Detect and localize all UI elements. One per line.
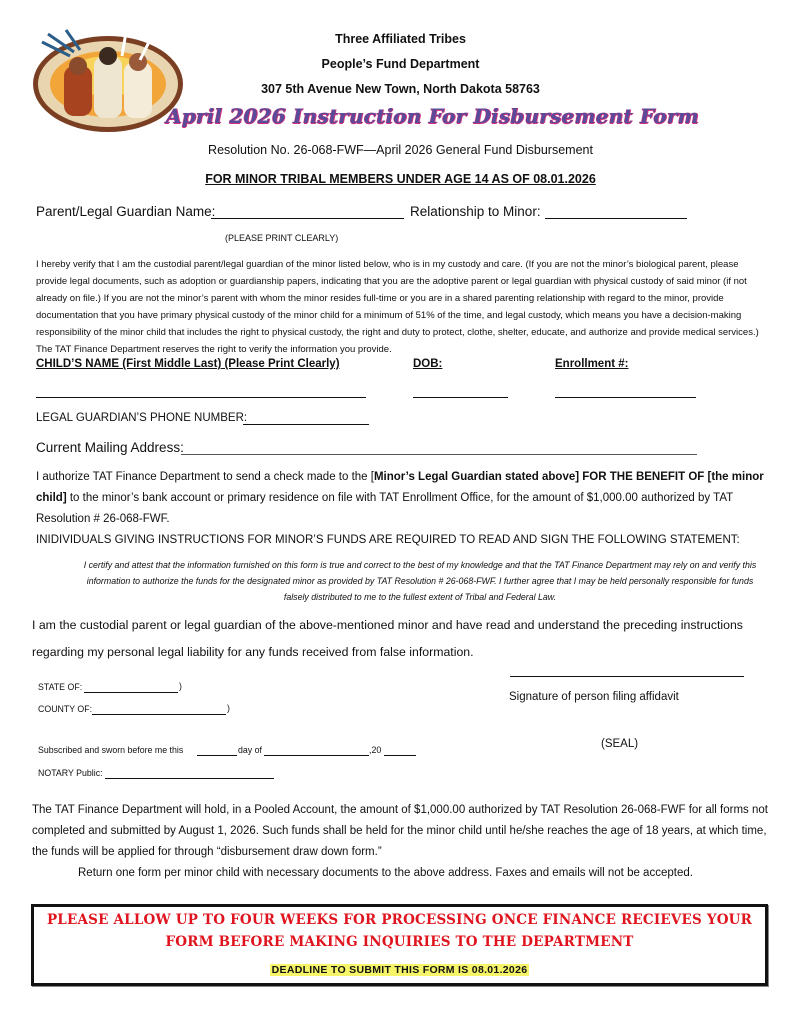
acknowledgement-line-2: regarding my personal legal liability for any funds received from false information. xyxy=(32,645,474,659)
form-subtitle: FOR MINOR TRIBAL MEMBERS UNDER AGE 14 AS OF 08.01.2026 xyxy=(205,172,596,186)
relationship-label: Relationship to Minor: xyxy=(410,204,541,219)
year-prefix: ,20 xyxy=(369,745,382,755)
department-name: People’s Fund Department xyxy=(321,57,480,71)
year-field[interactable] xyxy=(384,755,416,756)
mailing-address-label: Current Mailing Address: xyxy=(36,440,184,455)
guardian-name-field[interactable] xyxy=(211,218,404,219)
print-clearly-note: (PLEASE PRINT CLEARLY) xyxy=(225,233,339,243)
sworn-prefix: Subscribed and sworn before me this xyxy=(38,745,184,755)
notice-line-2: FORM BEFORE MAKING INQUIRIES TO THE DEPARTMENT xyxy=(165,934,634,950)
seal-label: (SEAL) xyxy=(601,738,639,750)
dob-field[interactable] xyxy=(413,397,508,398)
guardian-name-label: Parent/Legal Guardian Name: xyxy=(36,204,216,219)
notary-label: NOTARY Public: xyxy=(38,768,103,778)
resolution-line: Resolution No. 26-068-FWF—April 2026 General Fund Disbursement xyxy=(208,143,593,157)
notice-line-1: PLEASE ALLOW UP TO FOUR WEEKS FOR PROCESSING ONCE FINANCE RECIEVES YOUR xyxy=(46,912,753,928)
relationship-field[interactable] xyxy=(545,218,687,219)
dob-header: DOB: xyxy=(413,358,443,370)
county-label: COUNTY OF: xyxy=(38,704,93,714)
child-name-header: CHILD’S NAME (First Middle Last) (Please Print Clearly) xyxy=(36,358,340,370)
deadline-notice: DEADLINE TO SUBMIT THIS FORM IS 08.01.2026 xyxy=(271,964,528,976)
enrollment-header: Enrollment #: xyxy=(555,358,629,370)
acknowledgement-line-1: I am the custodial parent or legal guardian of the above-mentioned minor and have read and understand the preceding instructions xyxy=(32,618,743,632)
state-label: STATE OF: xyxy=(38,682,83,692)
org-name: Three Affiliated Tribes xyxy=(335,32,466,46)
pooled-account-paragraph: The TAT Finance Department will hold, in a Pooled Account, the amount of $1,000.00 authorized by TAT Resolution 26-068-FWF for all forms not completed and submitted by August 1, 2026. Such funds shall be held for the minor child until he/she reaches the age of 18 years, at which time, the funds will be applied for through “disbursement draw down form.” xyxy=(32,804,768,858)
state-field[interactable] xyxy=(84,692,178,693)
return-instructions: Return one form per minor child with necessary documents to the above address. Faxes and emails will not be accepted. xyxy=(78,867,693,879)
month-field[interactable] xyxy=(264,755,369,756)
instructions-heading: INIDIVIDUALS GIVING INSTRUCTIONS FOR MINOR’S FUNDS ARE REQUIRED TO READ AND SIGN THE FOLLOWING STATEMENT: xyxy=(36,534,740,546)
day-of-label: day of xyxy=(238,745,262,755)
notary-field[interactable] xyxy=(105,778,274,779)
org-address: 307 5th Avenue New Town, North Dakota 58763 xyxy=(261,82,540,96)
day-field[interactable] xyxy=(197,755,237,756)
mailing-address-field[interactable] xyxy=(181,454,697,455)
verification-paragraph: I hereby verify that I am the custodial parent/legal guardian of the minor listed below, who is in my custody and care. (If you are not the minor’s biological parent, please provide legal documents, such as adoption or guardianship papers, indicating that you are the adoptive parent or legal guardian with physical custody of said minor (if not already on file.) If you are not the minor’s parent with whom the minor resides full-time or you are in a shared parenting relationship with regard to the minor, provide documentation that you have primary physical custody of the minor child for a minimum of 51% of the time, and legal custody, which means you have a decision-making responsibility of the minor child that includes the right to physical custody, the right and duty to protect, clothe, shelter, educate, and authorize and provide medical services.) The TAT Finance Department reserves the right to verify the information you provide. xyxy=(36,259,759,355)
form-title: April 2026 Instruction For Disbursement Form xyxy=(166,104,699,128)
authorization-paragraph: I authorize TAT Finance Department to send a check made to the [Minor’s Legal Guardian stated above] FOR THE BENEFIT OF [the minor child] to the minor’s bank account or primary residence on file with TAT Enrollment Office, for the amount of $1,000.00 authorized by TAT Resolution # 26-068-FWF. xyxy=(36,471,764,525)
phone-label: LEGAL GUARDIAN’S PHONE NUMBER: xyxy=(36,412,248,424)
signature-field[interactable] xyxy=(510,676,744,677)
enrollment-field[interactable] xyxy=(555,397,696,398)
certification-statement: I certify and attest that the information furnished on this form is true and correct to the best of my knowledge and that the TAT Finance Department may rely on and verify this information to authorize the funds for the designated minor as provided by TAT Resolution # 26-068-FWF. I further agree that I may be held personally responsible for funds falsely distributed to me to the fullest extent of Tribal and Federal Law. xyxy=(83,560,757,602)
county-field[interactable] xyxy=(92,714,226,715)
processing-notice-box xyxy=(31,904,768,986)
signature-label: Signature of person filing affidavit xyxy=(509,691,679,703)
phone-field[interactable] xyxy=(243,424,369,425)
child-name-field[interactable] xyxy=(36,397,366,398)
